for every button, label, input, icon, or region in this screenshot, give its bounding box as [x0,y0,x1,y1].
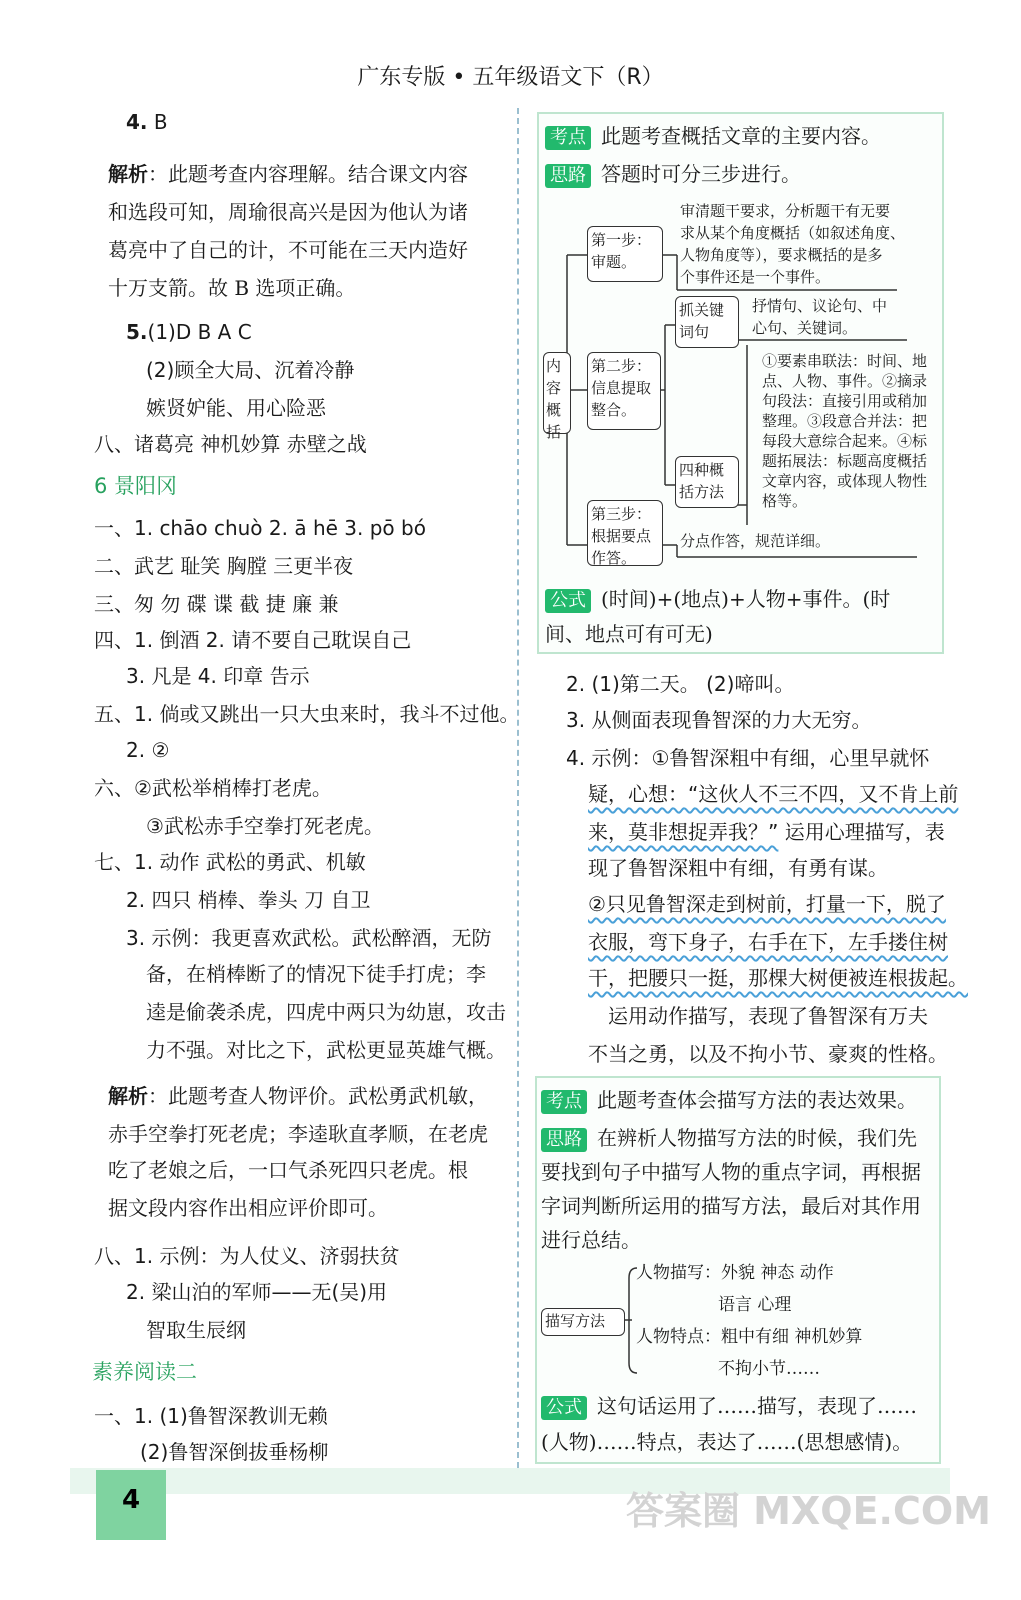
answer-line: 五、1. 倘或又跳出一只大虫来时，我斗不过他。 [94,702,520,726]
step-3-desc: 分点作答，规范详细。 [680,532,831,550]
desc-branch: 人物特点：粗中有细 神机妙算 [636,1327,863,1347]
analysis-1-line: ：此题考查内容理解。结合课文内容 [148,162,468,186]
watermark: 答案圈 MXQE.COM [625,1489,991,1533]
sub-methods-desc: 句段法：直接引用或稍加 [762,392,928,410]
analysis-1-line: 十万支箭。故 B 选项正确。 [108,276,356,300]
mindmap-desc-root: 描写方法 [541,1308,625,1336]
silu-tag: 思路 [545,164,591,188]
answer-line: 2. 梁山泊的军师——无(吴)用 [126,1280,388,1304]
gongshi-tag: 公式 [545,589,591,613]
answer-line: 2. 四只 梢棒、拳头 刀 自卫 [126,888,371,912]
answer-line: ③武松赤手空拳打死老虎。 [146,814,384,838]
column-divider [517,108,519,1468]
sub-methods-desc: 点、人物、事件。②摘录 [762,372,928,390]
analysis-2-line: 赤手空拳打死老虎；李逵耿直孝顺，在老虎 [108,1122,488,1146]
answer-line: 衣服，弯下身子，右手在下，左手搂住树 [588,930,948,954]
answer-line: 七、1. 动作 武松的勇武、机敏 [94,850,366,874]
sub-methods-desc: 整理。③段意合并法：把 [762,412,928,430]
answer-line: (2)鲁智深倒拔垂杨柳 [140,1440,329,1464]
desc-branch: 人物描写：外貌 神态 动作 [636,1263,834,1283]
answer-line: 3. 从侧面表现鲁智深的力大无穷。 [566,708,872,732]
answer-line: 4. 示例：①鲁智深粗中有细，心里早就怀 [566,746,930,770]
kaodian-text: 此题考查体会描写方法的表达效果。 [597,1088,917,1112]
analysis-2-line: ：此题考查人物评价。武松勇武机敏， [148,1084,488,1108]
silu-tag: 思路 [541,1128,587,1152]
sub-methods-desc: 格等。 [762,492,808,510]
answer-line: 力不强。对比之下，武松更显英雄气概。 [146,1038,506,1062]
mindmap-sub-keywords: 抓关键词句 [675,296,739,348]
answer-line: 三、匆 勿 碟 谍 截 捷 廉 兼 [94,592,339,616]
silu-text: 字词判断所运用的描写方法，最后对其作用 [541,1194,921,1218]
kaodian-tag: 考点 [541,1090,587,1114]
analysis-2-line: 吃了老娘之后，一口气杀死四只老虎。根 [108,1158,468,1182]
sub-methods-desc: 每段大意综合起来。④标 [762,432,928,450]
q5-line: (2)顾全大局、沉着冷静 [146,358,355,382]
answer-line: 疑，心想：“这伙人不三不四，又不肯上前 [588,782,959,806]
answer-line: 来，莫非想捉弄我？” 运用心理描写，表 [588,820,945,844]
answer-line: 现了鲁智深粗中有细，有勇有谋。 [588,856,888,880]
answer-line: 二、武艺 耻笑 胸膛 三更半夜 [94,554,354,578]
answer-line: 2. ② [126,738,170,762]
mindmap-step-2: 第二步：信息提取整合。 [587,352,661,430]
sub-methods-desc: ①要素串联法：时间、地 [762,352,928,370]
answer-line: 四、1. 倒酒 2. 请不要自己耽误自己 [94,628,412,652]
answer-line: 六、②武松举梢棒打老虎。 [94,776,332,800]
analysis-2-line: 据文段内容作出相应评价即可。 [108,1196,388,1220]
answer-line: 一、1. (1)鲁智深教训无赖 [94,1404,328,1428]
gongshi-text: (人物)……特点，表达了……(思想感情)。 [541,1430,913,1454]
gongshi-text: 间、地点可有可无) [545,622,713,646]
step-1-desc: 个事件还是一个事件。 [680,268,831,286]
answer-line: 运用动作描写，表现了鲁智深有万夫 [608,1004,928,1028]
mindmap-step-1: 第一步：审题。 [587,226,663,282]
analysis-1-label: 解析 [108,162,148,186]
silu-text: 要找到句子中描写人物的重点字词，再根据 [541,1160,921,1184]
section-eight: 八、诸葛亮 神机妙算 赤壁之战 [94,432,367,456]
q4-answer [126,108,168,136]
answer-line: 干，把腰只一挺，那棵大树便被连根拔起。 [588,966,968,990]
q5-line: 嫉贤妒能、用心险恶 [146,396,326,420]
answer-line: 八、1. 示例：为人仗义、济弱扶贫 [94,1244,400,1268]
mindmap-root: 内容概括 [543,352,571,434]
answer-line: 智取生辰纲 [146,1318,246,1342]
answer-line: 一、1. chāo chuò 2. ā hē 3. pō bó [94,516,426,540]
answer-line: ②只见鲁智深走到树前，打量一下，脱了 [588,892,946,916]
gongshi-text: 这句话运用了……描写，表现了…… [597,1394,917,1418]
answer-line: 3. 凡是 4. 印章 告示 [126,664,310,688]
answer-line: 2. (1)第二天。 (2)啼叫。 [566,672,795,696]
sub-methods-desc: 题拓展法：标题高度概括 [762,452,928,470]
mindmap-sub-methods: 四种概括方法 [675,456,739,508]
q4-value: B [153,110,168,134]
step-1-desc: 审清题干要求，分析题干有无要 [680,202,891,220]
answer-line: 不当之勇，以及不拘小节、豪爽的性格。 [588,1042,948,1066]
mindmap-step-3: 第三步：根据要点作答。 [587,500,663,566]
lesson-title: 6 景阳冈 [94,474,178,498]
kaodian-tag: 考点 [545,126,591,150]
q5-line: 5.(1)D B A C [126,320,252,344]
desc-branch: 不拘小节…… [718,1359,820,1379]
reading-title: 素养阅读二 [92,1360,197,1384]
kaodian-text: 此题考查概括文章的主要内容。 [601,124,881,148]
silu-text: 进行总结。 [541,1228,641,1252]
analysis-1-line: 葛亮中了自己的计，不可能在三天内造好 [108,238,468,262]
silu-text: 在辨析人物描写方法的时候，我们先 [597,1126,917,1150]
answer-line: 备，在梢棒断了的情况下徒手打虎；李 [146,962,486,986]
sub-keywords-desc: 抒情句、议论句、中 [752,297,888,315]
page-header: 广东专版 • 五年级语文下（R） [357,65,664,90]
gongshi-text: (时间)+(地点)+人物+事件。(时 [601,587,891,611]
step-1-desc: 求从某个角度概括（如叙述角度、 [680,224,906,242]
desc-branch: 语言 心理 [718,1295,792,1315]
analysis-2-label: 解析 [108,1084,148,1108]
page-number: 4 [96,1470,166,1540]
answer-line: 逵是偷袭杀虎，四虎中两只为幼崽，攻击 [146,1000,506,1024]
gongshi-tag: 公式 [541,1396,587,1420]
analysis-1-line: 和选段可知，周瑜很高兴是因为他认为诸 [108,200,468,224]
q4-number: 4. [126,110,148,134]
answer-line: 3. 示例：我更喜欢武松。武松醉酒，无防 [126,926,492,950]
sub-methods-desc: 文章内容，或体现人物性 [762,472,928,490]
silu-text: 答题时可分三步进行。 [601,162,801,186]
step-1-desc: 人物角度等），要求概括的是多 [680,246,883,264]
sub-keywords-desc: 心句、关键词。 [752,319,858,337]
